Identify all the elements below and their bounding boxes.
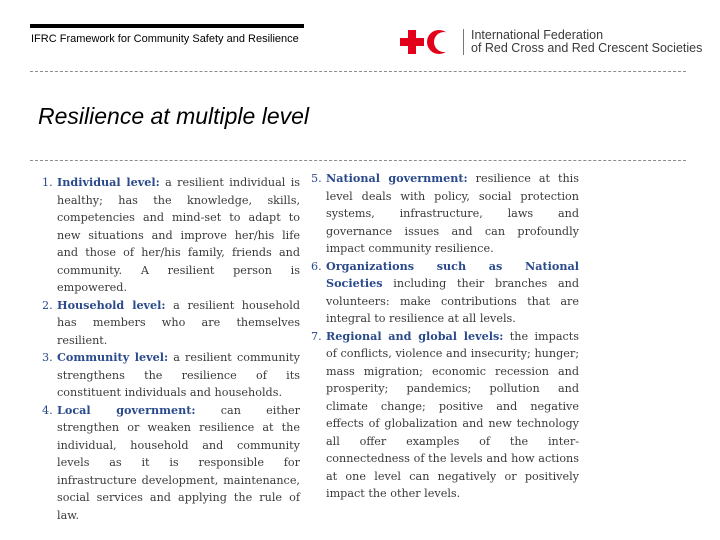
item-text: resilience at this level deals with policy, social protection systems, infrastructure, laws and governance issues and can profoundly impact community resilience.	[326, 172, 580, 255]
item-term: Household level:	[57, 297, 166, 312]
item-text: including their branches and volunteers: make contributions that are integral to resilience at all levels.	[326, 277, 579, 325]
levels-column-left	[42, 174, 300, 524]
item-text: a resilient individual is healthy; has the knowledge, skills, competencies and mind-set to adapt to new situations and improve her/his life and those of her/his family, friends and community. A resilient person is empowered.	[57, 176, 301, 294]
item-number: 1.	[42, 176, 53, 189]
item-term: Organizations such as National Societies	[326, 258, 579, 290]
item-term: Regional and global levels:	[326, 328, 504, 343]
item-term: National government:	[326, 171, 468, 185]
item-text: can either strengthen or weaken resilience at the individual, household and community levels as it is responsible for infrastructure development, maintenance, social services and applying the rule of law.	[57, 403, 300, 522]
level-item-national-government	[311, 170, 579, 258]
item-number: 7.	[311, 329, 322, 343]
slide-title: Resilience at multiple level	[38, 103, 310, 129]
level-item-local-government	[42, 402, 300, 525]
level-item-regional-global	[311, 328, 579, 503]
levels-column-right	[311, 170, 579, 503]
logo-text	[471, 29, 702, 55]
item-number: 6.	[311, 259, 322, 273]
item-text: a resilient household has members who are themselves resilient.	[57, 298, 300, 347]
item-term: Local government:	[57, 402, 196, 417]
level-item-individual	[42, 174, 300, 297]
item-text: the impacts of conflicts, violence and insecurity; hunger; mass migration; economic recession and prosperity; pandemics; pollution and climate change; positive and negative effects of globalization and new technology all offer examples of the inter-connectedness of the levels and how actions at one level can negatively or positively impact the other levels.	[326, 329, 579, 500]
divider-bottom	[30, 160, 686, 161]
level-item-community	[42, 349, 300, 402]
divider-top	[30, 71, 686, 72]
framework-title: IFRC Framework for Community Safety and Resilience	[31, 33, 299, 45]
item-number: 4.	[42, 403, 53, 417]
logo-divider	[463, 29, 464, 55]
ifrc-logo	[400, 29, 702, 55]
red-cross-icon	[400, 30, 424, 54]
logo-line-1: International Federation	[471, 28, 604, 42]
item-term: Community level:	[57, 350, 169, 364]
item-text: a resilient community strengthens the resilience of its constituent individuals and households.	[57, 351, 300, 399]
red-crescent-icon	[427, 30, 449, 54]
item-number: 3.	[42, 351, 53, 364]
level-item-organizations	[311, 258, 579, 328]
level-item-household	[42, 297, 300, 350]
logo-line-2: of Red Cross and Red Crescent Societies	[471, 41, 703, 55]
item-term: Individual level:	[57, 175, 160, 189]
item-number: 5.	[311, 172, 322, 185]
header-top-rule	[30, 24, 304, 28]
item-number: 2.	[42, 298, 53, 312]
